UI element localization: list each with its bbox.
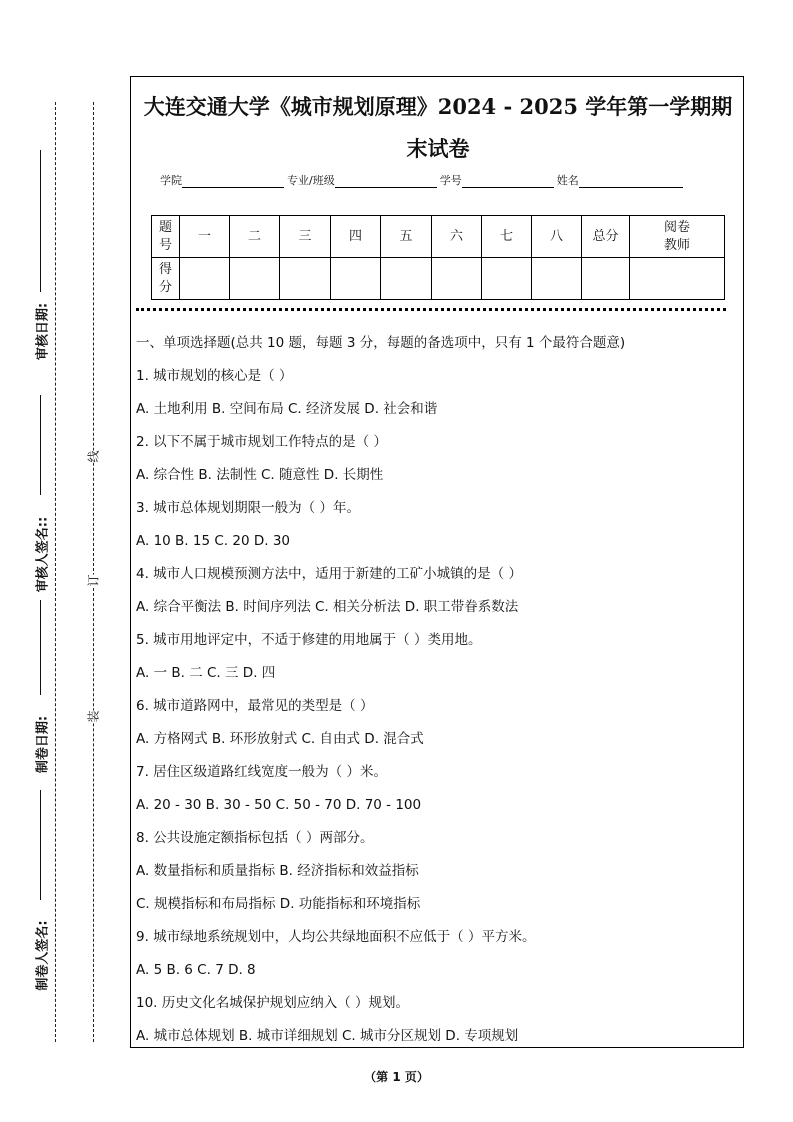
question-line: 4. 城市人口规模预测方法中，适用于新建的工矿小城镇的是（ ）	[136, 566, 522, 582]
binding-seal-char: 装	[83, 710, 104, 722]
option-line: A. 一 B. 二 C. 三 D. 四	[136, 665, 276, 681]
name-label: 姓名	[556, 174, 579, 187]
binding-dashed-line-inner	[93, 102, 94, 1042]
binding-bind-char: 订	[83, 574, 104, 586]
student-info-row	[160, 172, 730, 188]
col-header-total: 总分	[582, 216, 630, 258]
col-header: 八	[532, 216, 582, 258]
student-id-field[interactable]	[462, 173, 554, 188]
col-header: 二	[230, 216, 280, 258]
row-label-question-no: 题号	[152, 216, 180, 258]
col-header-grader: 阅卷教师	[630, 216, 725, 258]
score-cell[interactable]	[331, 258, 381, 300]
score-cell[interactable]	[280, 258, 331, 300]
score-cell[interactable]	[532, 258, 582, 300]
option-line: A. 城市总体规划 B. 城市详细规划 C. 城市分区规划 D. 专项规划	[136, 1028, 519, 1044]
major-field[interactable]	[335, 173, 437, 188]
option-line: A. 5 B. 6 C. 7 D. 8	[136, 962, 256, 978]
question-line: 7. 居住区级道路红线宽度一般为（ ）米。	[136, 764, 387, 780]
score-table	[151, 215, 725, 300]
exam-title: 大连交通大学《城市规划原理》2024 - 2025 学年第一学期期末试卷	[143, 94, 733, 161]
col-header: 五	[381, 216, 432, 258]
question-line: 1. 城市规划的核心是（ ）	[136, 368, 293, 384]
name-field[interactable]	[579, 173, 683, 188]
score-cell[interactable]	[230, 258, 280, 300]
option-line: A. 20 - 30 B. 30 - 50 C. 50 - 70 D. 70 - 100	[136, 797, 422, 813]
page-number: （第 1 页）	[364, 1070, 429, 1084]
major-label: 专业/班级	[287, 174, 335, 187]
option-line: A. 土地利用 B. 空间布局 C. 经济发展 D. 社会和谐	[136, 401, 438, 417]
question-line: 8. 公共设施定额指标包括（ ）两部分。	[136, 830, 374, 846]
question-line: 3. 城市总体规划期限一般为（ ）年。	[136, 500, 360, 516]
option-line: A. 方格网式 B. 环形放射式 C. 自由式 D. 混合式	[136, 731, 424, 747]
question-line: 2. 以下不属于城市规划工作特点的是（ ）	[136, 434, 387, 450]
question-line: 9. 城市绿地系统规划中，人均公共绿地面积不应低于（ ）平方米。	[136, 929, 536, 945]
question-line: 5. 城市用地评定中，不适于修建的用地属于（ ）类用地。	[136, 632, 482, 648]
score-cell[interactable]	[432, 258, 482, 300]
option-line: A. 综合性 B. 法制性 C. 随意性 D. 长期性	[136, 467, 384, 483]
col-header: 三	[280, 216, 331, 258]
maker-sign-underline	[40, 790, 42, 900]
col-header: 七	[482, 216, 532, 258]
maker-sign-label: 制卷人签名:	[32, 914, 51, 998]
score-cell-grader[interactable]	[630, 258, 725, 300]
binding-dashed-line-outer	[55, 102, 56, 1042]
review-date-label: 审核日期:	[32, 295, 51, 369]
section-heading: 一、单项选择题(总共 10 题，每题 3 分，每题的备选项中，只有 1 个最符合题意)	[136, 335, 626, 351]
row-label-score: 得分	[152, 258, 180, 300]
option-line: A. 10 B. 15 C. 20 D. 30	[136, 533, 290, 549]
college-label: 学院	[160, 174, 182, 187]
reviewer-sign-label: 审核人签名::	[32, 508, 51, 602]
college-field[interactable]	[182, 173, 284, 188]
col-header: 四	[331, 216, 381, 258]
option-line: C. 规模指标和布局指标 D. 功能指标和环境指标	[136, 896, 421, 912]
col-header: 一	[180, 216, 230, 258]
option-line: A. 数量指标和质量指标 B. 经济指标和效益指标	[136, 863, 419, 879]
score-cell[interactable]	[482, 258, 532, 300]
question-line: 6. 城市道路网中，最常见的类型是（ ）	[136, 698, 374, 714]
score-cell-total[interactable]	[582, 258, 630, 300]
make-date-underline	[40, 600, 42, 695]
review-date-underline	[40, 150, 42, 292]
col-header: 六	[432, 216, 482, 258]
option-line: A. 综合平衡法 B. 时间序列法 C. 相关分析法 D. 职工带眷系数法	[136, 599, 519, 615]
dotted-separator	[136, 308, 726, 311]
reviewer-sign-underline	[40, 395, 42, 495]
student-id-label: 学号	[439, 174, 462, 187]
score-cell[interactable]	[381, 258, 432, 300]
make-date-label: 制卷日期:	[32, 708, 51, 782]
binding-line-char: 线	[83, 450, 104, 462]
section-single-choice	[136, 330, 740, 1056]
question-line: 10. 历史文化名城保护规划应纳入（ ）规划。	[136, 995, 410, 1011]
score-cell[interactable]	[180, 258, 230, 300]
